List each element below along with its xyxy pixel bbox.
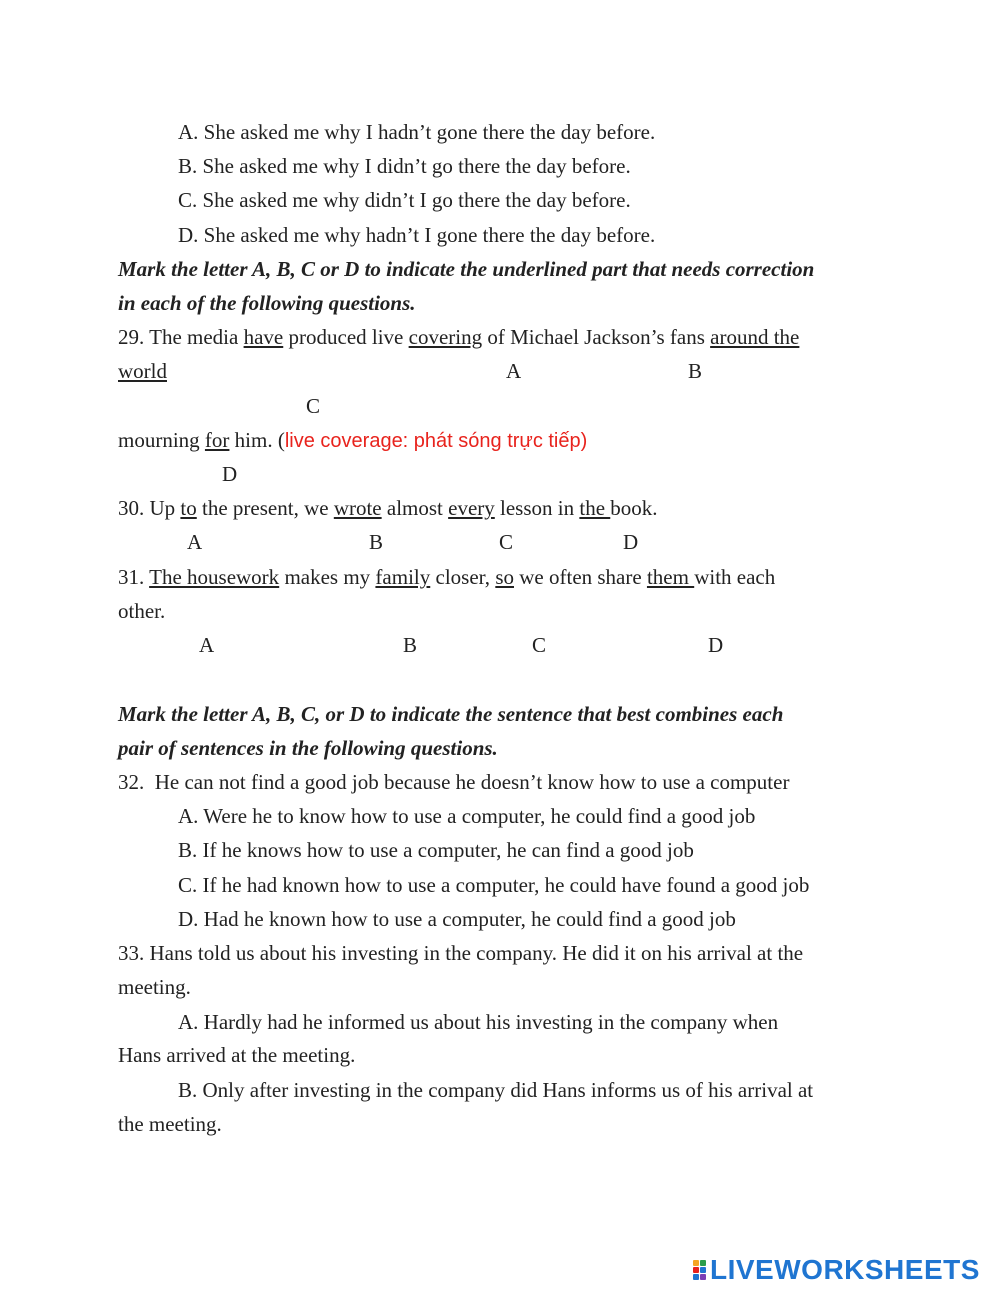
q29-letter-a: A: [506, 359, 522, 383]
q31-underline-a: The housework: [149, 565, 280, 589]
q32-option-d: D. Had he known how to use a computer, he could find a good job: [178, 907, 736, 931]
liveworksheets-logo-icon: [693, 1260, 706, 1280]
q30-stem: 30. Up to the present, we wrote almost every lesson in the book.: [118, 496, 658, 520]
q31-letter-d: D: [708, 633, 724, 657]
q31-stem-line1: 31. The housework makes my family closer, so we often share them with each: [118, 565, 776, 589]
q29-underline-c-cont: world: [118, 359, 167, 383]
q30-letter-d: D: [623, 530, 639, 554]
liveworksheets-logo-text: LIVEWORKSHEETS: [710, 1254, 980, 1285]
q30-underline-d: the: [579, 496, 611, 520]
q29-underline-c: around the: [710, 325, 800, 349]
q33-stem-line2: meeting.: [118, 975, 191, 999]
q31-stem-line2: other.: [118, 599, 166, 623]
q29-letter-d: D: [222, 462, 238, 486]
q32-option-b: B. If he knows how to use a computer, he can find a good job: [178, 838, 694, 862]
q31-letter-a: A: [199, 633, 215, 657]
q29-underline-b: covering: [408, 325, 483, 349]
q28-option-d: D. She asked me why hadn’t I gone there the day before.: [178, 223, 656, 247]
q30-underline-a: to: [180, 496, 197, 520]
section-correction-heading-line2: in each of the following questions.: [118, 291, 416, 315]
q28-option-c: C. She asked me why didn’t I go there the day before.: [178, 188, 631, 212]
q29-stem-line1: 29. The media have produced live covering of Michael Jackson’s fans around the: [118, 325, 800, 349]
q29-stem-line2: [118, 359, 167, 383]
q29-teacher-note: live coverage: phát sóng trực tiếp): [284, 430, 588, 452]
q33-option-b-line1: B. Only after investing in the company did Hans informs us of his arrival at: [178, 1078, 814, 1102]
q30-letter-c: C: [499, 530, 514, 554]
q30-letter-b: B: [369, 530, 384, 554]
q29-letter-b: B: [688, 359, 703, 383]
section-combine-heading-line2: pair of sentences in the following questions.: [118, 736, 498, 760]
q33-option-b-line2: the meeting.: [118, 1112, 222, 1136]
q33-option-a-line1: A. Hardly had he informed us about his investing in the company when: [178, 1010, 779, 1034]
q31-underline-c: so: [495, 565, 514, 589]
q33-stem-line1: 33. Hans told us about his investing in the company. He did it on his arrival at the: [118, 941, 804, 965]
q29-underline-d: for: [204, 428, 230, 452]
q32-stem: 32. He can not find a good job because he doesn’t know how to use a computer: [118, 770, 790, 794]
q31-underline-d: them: [646, 565, 695, 589]
q33-option-a-line2: Hans arrived at the meeting.: [118, 1043, 356, 1067]
q29-underline-a: have: [243, 325, 284, 349]
q30-letter-a: A: [187, 530, 203, 554]
liveworksheets-logo: [693, 1255, 980, 1285]
q31-letter-b: B: [403, 633, 418, 657]
q31-letter-c: C: [532, 633, 547, 657]
section-correction-heading-line1: Mark the letter A, B, C or D to indicate the underlined part that needs correction: [118, 257, 815, 281]
q31-underline-b: family: [375, 565, 431, 589]
q30-underline-b: wrote: [333, 496, 382, 520]
q28-option-b: B. She asked me why I didn’t go there the day before.: [178, 154, 631, 178]
q32-option-c: C. If he had known how to use a computer, he could have found a good job: [178, 873, 810, 897]
section-combine-heading-line1: Mark the letter A, B, C, or D to indicate the sentence that best combines each: [118, 702, 784, 726]
q30-underline-c: every: [448, 496, 495, 520]
q32-option-a: A. Were he to know how to use a computer, he could find a good job: [178, 804, 756, 828]
q29-letter-c: C: [306, 394, 321, 418]
q28-option-a: A. She asked me why I hadn’t gone there the day before.: [178, 120, 656, 144]
q29-stem-line3: mourning for him. (live coverage: phát sóng trực tiếp): [118, 428, 588, 452]
